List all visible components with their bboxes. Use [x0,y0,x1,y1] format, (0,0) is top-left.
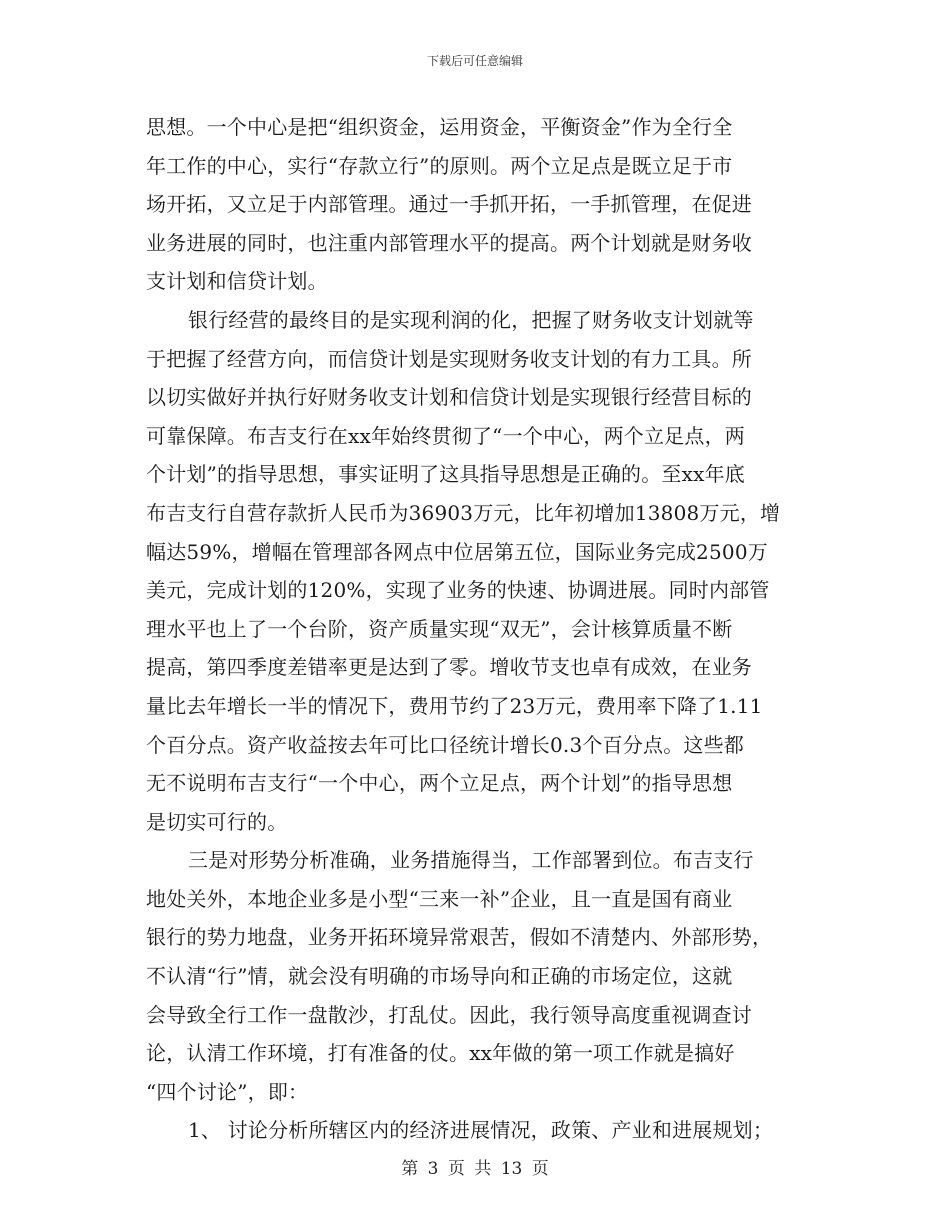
text-line: “四个讨论”，即： [146,1079,309,1104]
text-line: 银行的势力地盘，业务开拓环境异常艰苦，假如不清楚内、外部形势， [146,925,773,950]
text-line: 会导致全行工作一盘散沙，打乱仗。因此，我行领导高度重视调查讨 [146,1002,752,1027]
text-line: 年工作的中心，实行“存款立行”的原则。两个立足点是既立足于市 [146,153,733,178]
page-number-footer: 第 3 页 共 13 页 [401,1159,549,1179]
text-line: 论，认清工作环境，打有准备的仗。xx年做的第一项工作就是搞好 [146,1041,735,1066]
paragraph-first-line: 银行经营的最终目的是实现利润的化，把握了财务收支计划就等 [188,307,754,332]
text-line: 量比去年增长一半的情况下，费用节约了23万元，费用率下降了1.11 [146,693,763,718]
text-line: 以切实做好并执行好财务收支计划和信贷计划是实现银行经营目标的 [146,385,752,410]
text-line: 业务进展的同时，也注重内部管理水平的提高。两个计划就是财务收 [146,230,752,255]
text-line: 场开拓，又立足于内部管理。通过一手抓开拓，一手抓管理，在促进 [146,192,752,217]
text-line: 理水平也上了一个台阶，资产质量实现“双无”，会计核算质量不断 [146,616,733,641]
text-line: 个百分点。资产收益按去年可比口径统计增长0.3个百分点。这些都 [146,732,745,757]
text-line: 不认清“行”情，就会没有明确的市场导向和正确的市场定位，这就 [146,964,733,989]
paragraph-first-line: 三是对形势分析准确，业务措施得当，工作部署到位。布吉支行 [188,848,754,873]
text-line: 是切实可行的。 [146,809,288,834]
text-line: 个计划”的指导思想，事实证明了这具指导思想是正确的。至xx年底 [146,462,745,487]
page-header: 下载后可任意编辑 [426,54,523,68]
list-item: 1、 讨论分析所辖区内的经济进展情况，政策、产业和进展规划； [188,1118,774,1143]
text-line: 可靠保障。布吉支行在xx年始终贯彻了“一个中心，两个立足点，两 [146,423,745,448]
text-line: 提高，第四季度差错率更是达到了零。增收节支也卓有成效，在业务 [146,655,752,680]
text-line: 地处关外，本地企业多是小型“三来一补”企业，且一直是国有商业 [146,886,733,911]
text-line: 支计划和信贷计划。 [146,269,328,294]
text-line: 于把握了经营方向，而信贷计划是实现财务收支计划的有力工具。所 [146,346,752,371]
document-body [146,108,806,1150]
text-line: 幅达59%，增幅在管理部各网点中位居第五位，国际业务完成2500万 [146,539,768,564]
text-line: 美元，完成计划的120%，实现了业务的快速、协调进展。同时内部管 [146,578,770,603]
text-line: 布吉支行自营存款折人民币为36903万元，比年初增加13808万元，增 [146,500,781,525]
text-line: 思想。一个中心是把“组织资金，运用资金，平衡资金”作为全行全 [146,115,733,139]
text-line: 无不说明布吉支行“一个中心，两个立足点，两个计划”的指导思想 [146,771,733,796]
